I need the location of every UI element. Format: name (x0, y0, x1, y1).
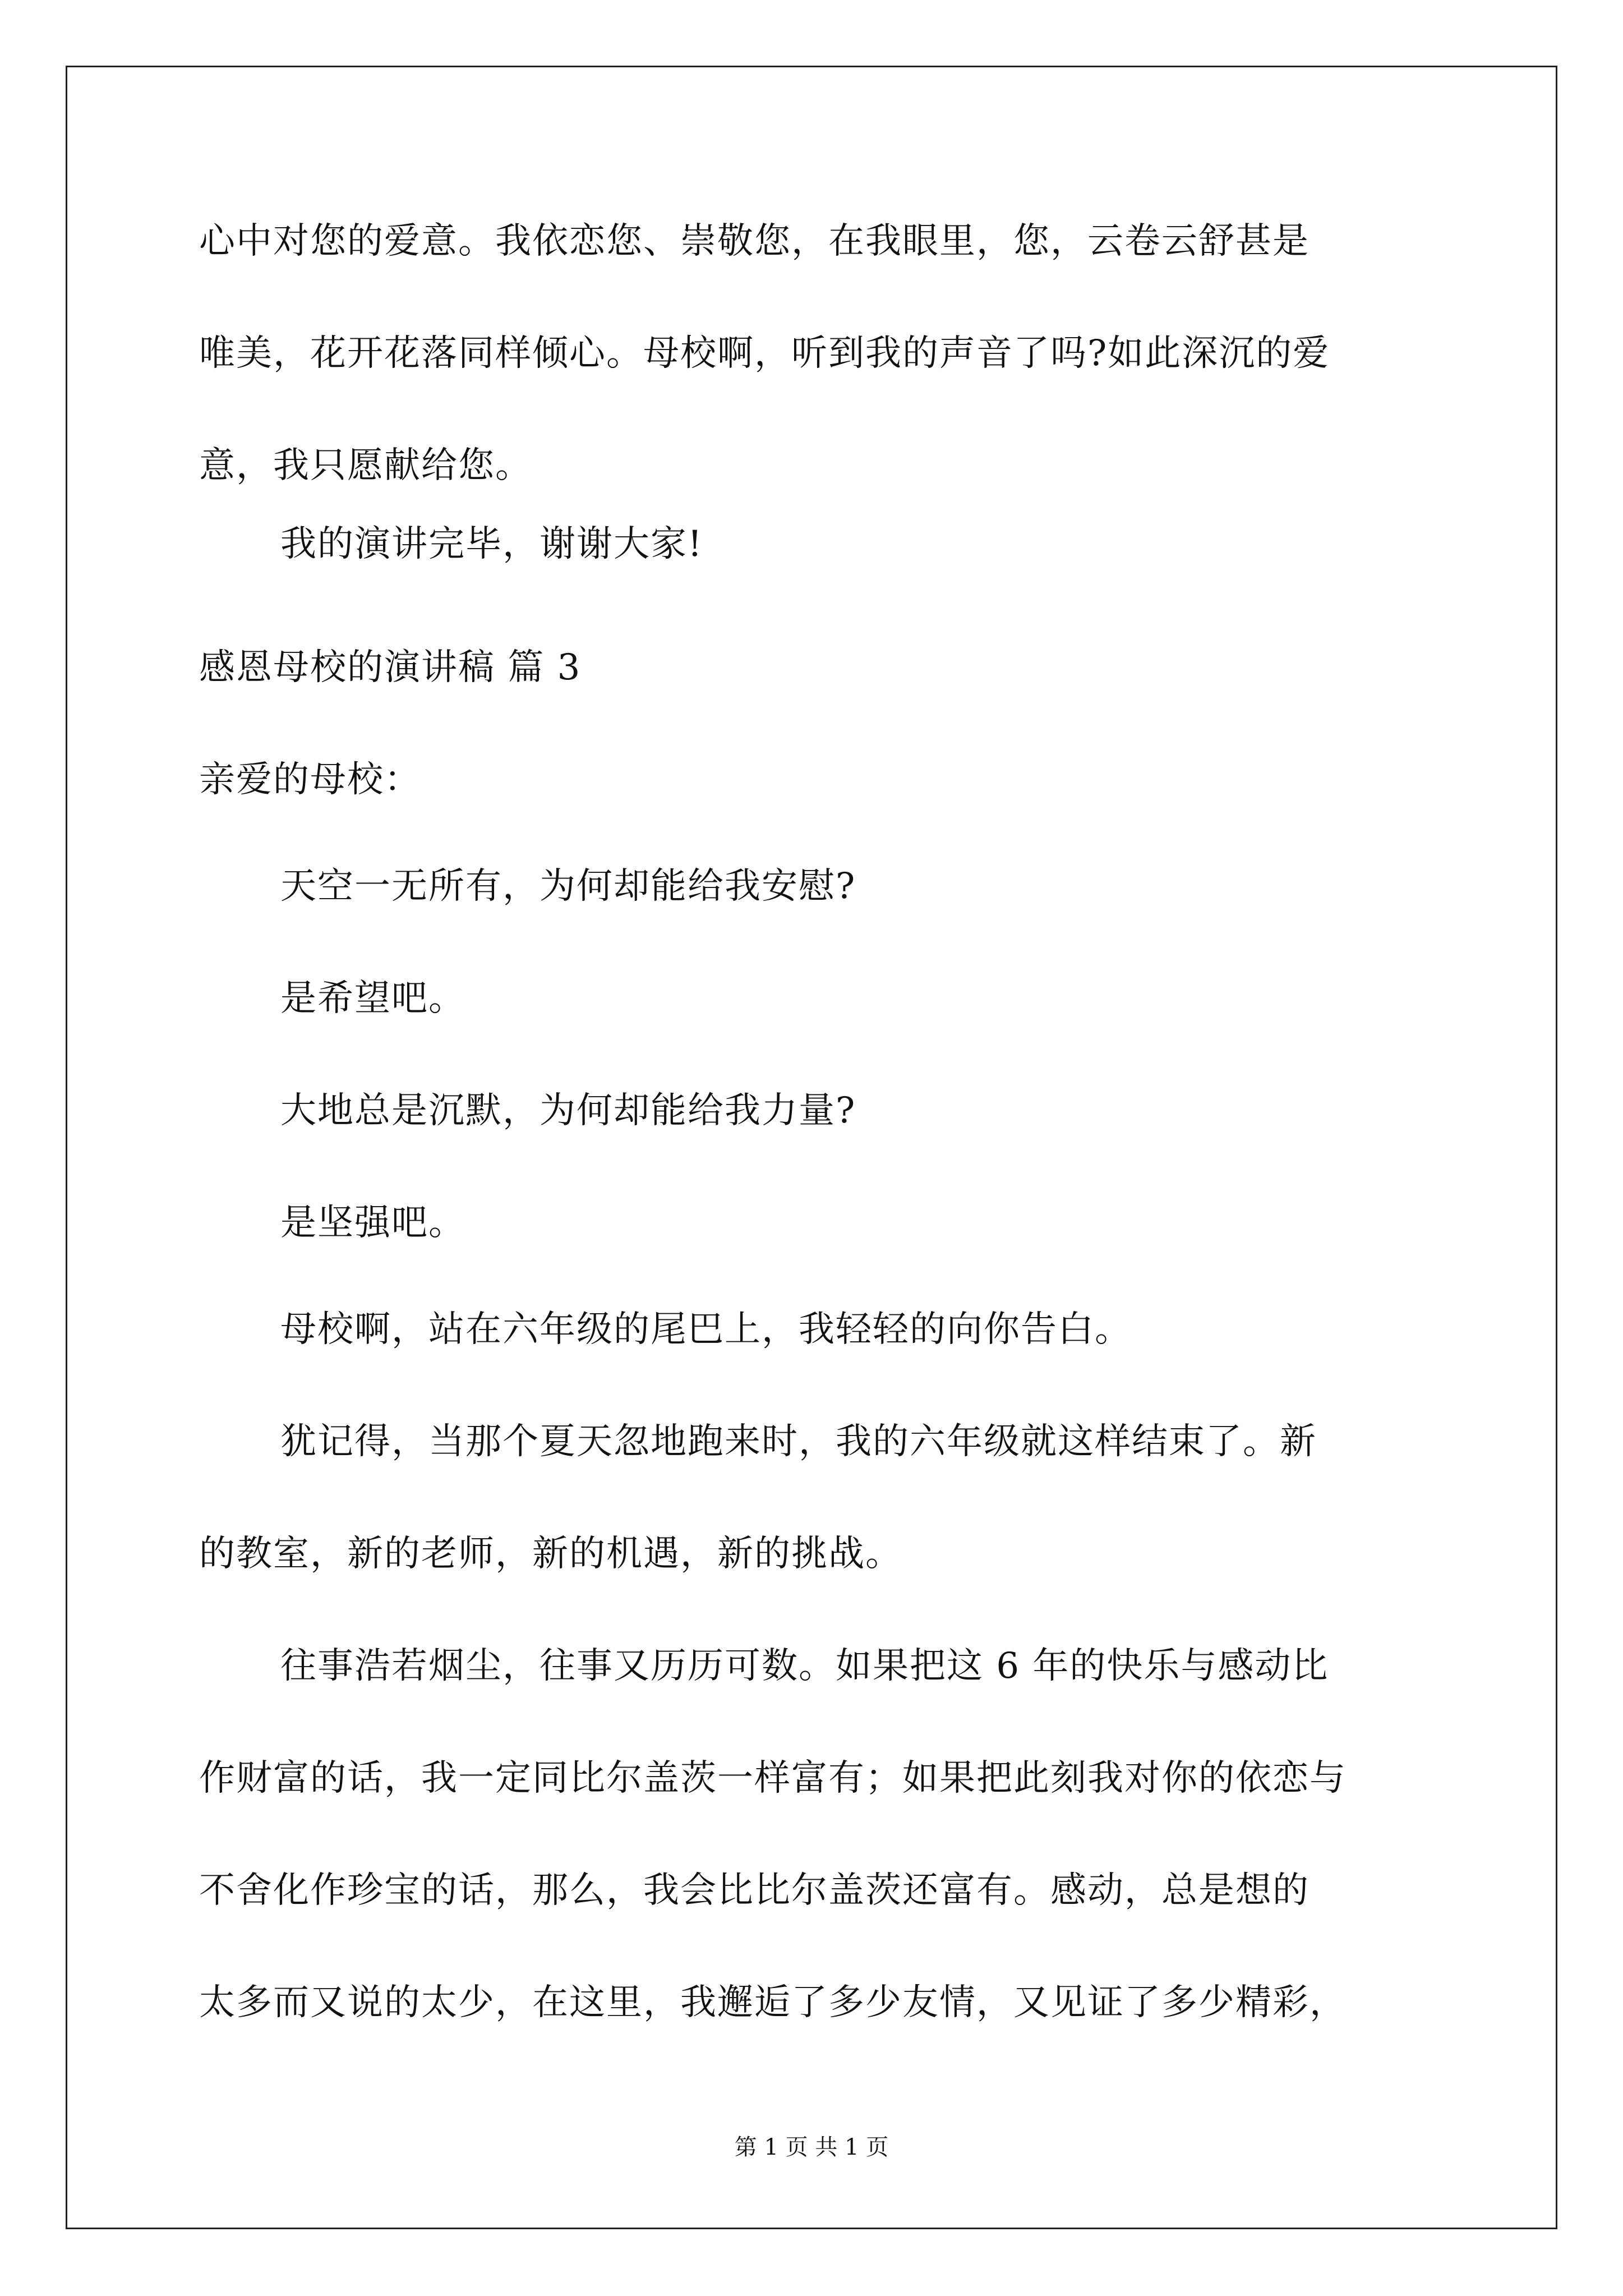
paragraph-line: 是坚强吧。 (280, 1202, 465, 1244)
section-heading: 感恩母校的演讲稿 篇 3 (199, 647, 582, 688)
paragraph-line: 太多而又说的太少，在这里，我邂逅了多少友情，又见证了多少精彩， (199, 1982, 1347, 2023)
paragraph-line: 作财富的话，我一定同比尔盖茨一样富有；如果把此刻我对你的依恋与 (199, 1757, 1347, 1799)
paragraph-line: 天空一无所有，为何却能给我安慰? (280, 866, 856, 907)
paragraph-line: 往事浩若烟尘，往事又历历可数。如果把这 6 年的快乐与感动比 (280, 1645, 1329, 1687)
paragraph-line: 我的演讲完毕，谢谢大家! (280, 523, 703, 565)
paragraph-line: 不舍化作珍宝的话，那么，我会比比尔盖茨还富有。感动，总是想的 (199, 1870, 1310, 1911)
paragraph-line: 犹记得，当那个夏天忽地跑来时，我的六年级就这样结束了。新 (280, 1421, 1317, 1462)
paragraph-line: 的教室，新的老师，新的机遇，新的挑战。 (199, 1533, 902, 1575)
paragraph-line: 母校啊，站在六年级的尾巴上，我轻轻的向你告白。 (280, 1309, 1132, 1350)
salutation: 亲爱的母校： (199, 759, 421, 800)
paragraph-line: 是希望吧。 (280, 978, 465, 1019)
paragraph-line: 心中对您的爱意。我依恋您、崇敬您，在我眼里，您，云卷云舒甚是 (199, 220, 1310, 262)
page-footer: 第 1 页 共 1 页 (734, 2134, 889, 2160)
paragraph-line: 大地总是沉默，为何却能给我力量? (280, 1090, 856, 1131)
paragraph-line: 意，我只愿献给您。 (199, 445, 532, 486)
paragraph-line: 唯美，花开花落同样倾心。母校啊，听到我的声音了吗?如此深沉的爱 (199, 333, 1330, 374)
